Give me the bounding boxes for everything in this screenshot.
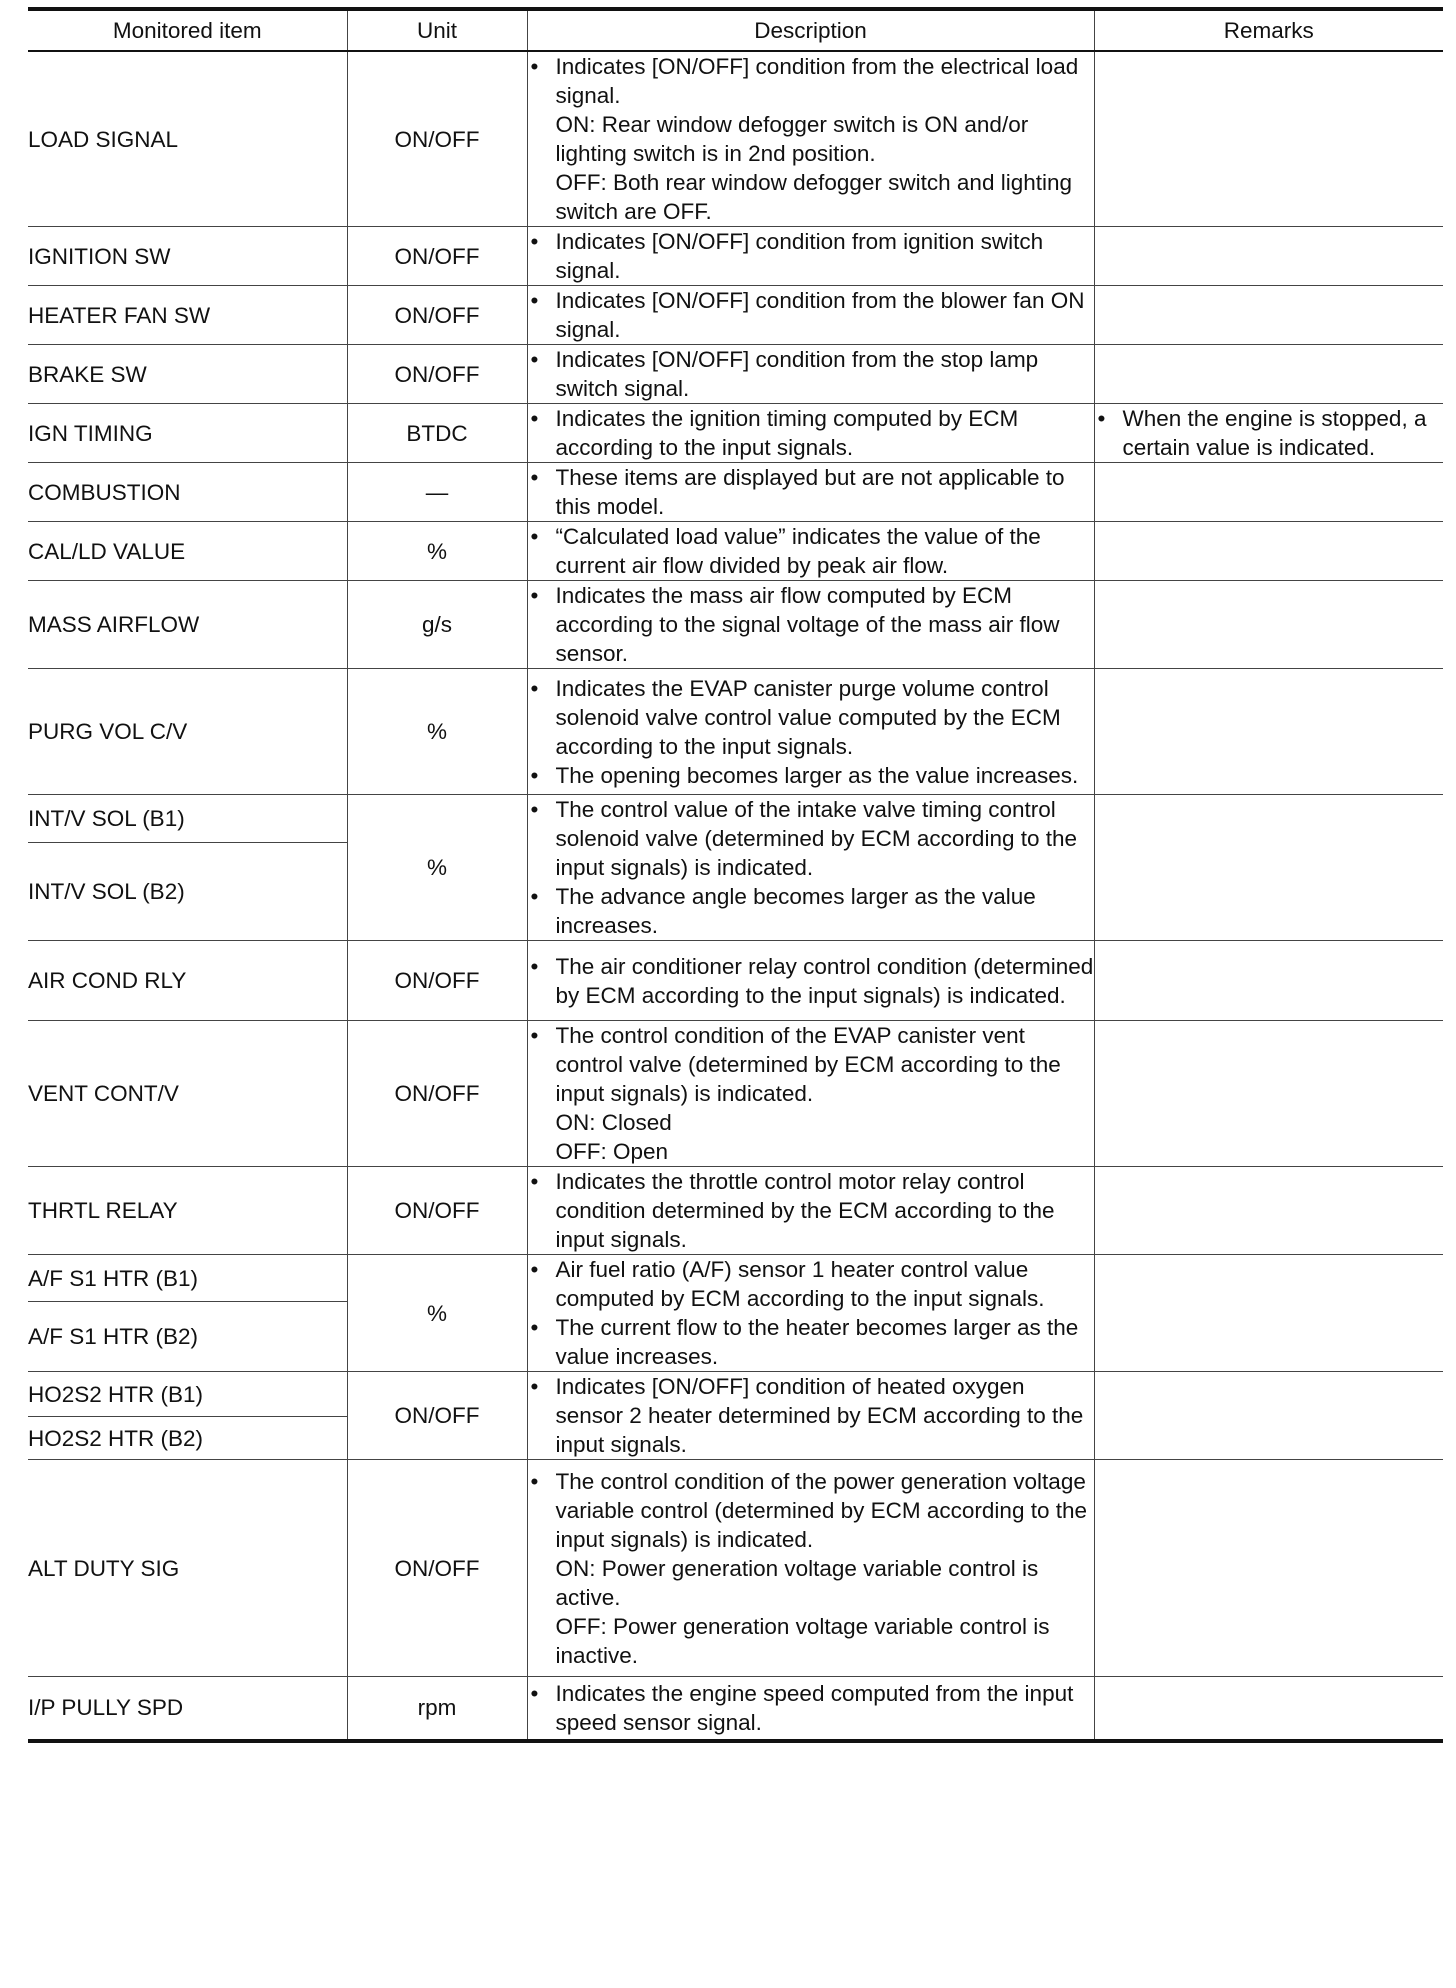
description-bullet: • Indicates [ON/OFF] condition from ignition switch signal. <box>528 227 1094 285</box>
remarks-cell <box>1094 1255 1443 1372</box>
remarks-cell <box>1094 1372 1443 1460</box>
monitored-item: THRTL RELAY <box>28 1167 347 1255</box>
remarks-cell <box>1094 227 1443 286</box>
table-row <box>28 286 1443 345</box>
header-monitored-item: Monitored item <box>28 9 347 51</box>
description-cell <box>527 286 1094 345</box>
monitored-item: A/F S1 HTR (B1) <box>28 1255 347 1302</box>
table-row <box>28 1677 1443 1741</box>
description-cell <box>527 1021 1094 1167</box>
description-cell <box>527 1460 1094 1677</box>
unit-cell: g/s <box>347 581 527 669</box>
monitored-item: BRAKE SW <box>28 345 347 404</box>
unit-cell: ON/OFF <box>347 1372 527 1460</box>
monitored-item: INT/V SOL (B2) <box>28 843 347 941</box>
unit-cell: rpm <box>347 1677 527 1741</box>
description-bullet: • The control condition of the EVAP canister vent control valve (determined by ECM according to the input signals) is indicated. ON: Closed OFF: Open <box>528 1021 1094 1166</box>
monitored-item: VENT CONT/V <box>28 1021 347 1167</box>
table-row <box>28 227 1443 286</box>
description-bullet: • Indicates the engine speed computed from the input speed sensor signal. <box>528 1679 1094 1737</box>
monitored-item: HEATER FAN SW <box>28 286 347 345</box>
description-bullet: • Indicates [ON/OFF] condition from the electrical load signal. ON: Rear window defogger switch is ON and/or lighting switch is in 2nd position. OFF: Both rear window defogger switch and lighting switch are OFF. <box>528 52 1094 226</box>
table-row <box>28 1255 1443 1302</box>
monitored-item: IGNITION SW <box>28 227 347 286</box>
description-bullet: • The advance angle becomes larger as the value increases. <box>528 882 1094 940</box>
description-bullet: • Indicates the throttle control motor relay control condition determined by the ECM according to the input signals. <box>528 1167 1094 1254</box>
remarks-cell <box>1094 404 1443 463</box>
remarks-bullet: • When the engine is stopped, a certain value is indicated. <box>1095 404 1444 462</box>
remarks-cell <box>1094 941 1443 1021</box>
monitored-item: PURG VOL C/V <box>28 669 347 795</box>
unit-cell: % <box>347 795 527 941</box>
description-cell <box>527 795 1094 941</box>
unit-cell: ON/OFF <box>347 286 527 345</box>
table-row <box>28 1021 1443 1167</box>
monitored-item: IGN TIMING <box>28 404 347 463</box>
remarks-cell <box>1094 581 1443 669</box>
unit-cell: ON/OFF <box>347 1167 527 1255</box>
description-bullet: • The air conditioner relay control condition (determined by ECM according to the input signals) is indicated. <box>528 952 1094 1010</box>
table-row <box>28 941 1443 1021</box>
table-row <box>28 669 1443 795</box>
monitored-item: HO2S2 HTR (B2) <box>28 1417 347 1460</box>
description-cell <box>527 1677 1094 1741</box>
monitored-item: I/P PULLY SPD <box>28 1677 347 1741</box>
remarks-cell <box>1094 795 1443 941</box>
description-cell <box>527 51 1094 227</box>
table-row <box>28 581 1443 669</box>
description-cell <box>527 1167 1094 1255</box>
table-row <box>28 404 1443 463</box>
description-bullet: • “Calculated load value” indicates the value of the current air flow divided by peak air flow. <box>528 522 1094 580</box>
description-bullet: • The control condition of the power generation voltage variable control (determined by ECM according to the input signals) is indicated. ON: Power generation voltage variable control is active. OFF: Power generation voltage variable control is inactive. <box>528 1467 1094 1670</box>
remarks-cell <box>1094 1167 1443 1255</box>
description-bullet: • Indicates [ON/OFF] condition from the stop lamp switch signal. <box>528 345 1094 403</box>
header-description: Description <box>527 9 1094 51</box>
unit-cell: ON/OFF <box>347 941 527 1021</box>
remarks-cell <box>1094 669 1443 795</box>
remarks-cell <box>1094 522 1443 581</box>
remarks-cell <box>1094 1021 1443 1167</box>
monitored-item: MASS AIRFLOW <box>28 581 347 669</box>
monitored-item: CAL/LD VALUE <box>28 522 347 581</box>
description-cell <box>527 463 1094 522</box>
description-cell <box>527 1255 1094 1372</box>
description-bullet: • Air fuel ratio (A/F) sensor 1 heater control value computed by ECM according to the input signals. <box>528 1255 1094 1313</box>
monitored-item: A/F S1 HTR (B2) <box>28 1302 347 1372</box>
header-unit: Unit <box>347 9 527 51</box>
unit-cell: ON/OFF <box>347 227 527 286</box>
description-cell <box>527 227 1094 286</box>
remarks-cell <box>1094 1460 1443 1677</box>
description-bullet: • The opening becomes larger as the value increases. <box>528 761 1094 790</box>
table-row <box>28 1372 1443 1417</box>
monitored-item: AIR COND RLY <box>28 941 347 1021</box>
unit-cell: % <box>347 522 527 581</box>
unit-cell: ON/OFF <box>347 1460 527 1677</box>
description-cell <box>527 522 1094 581</box>
table-row <box>28 522 1443 581</box>
remarks-cell <box>1094 1677 1443 1741</box>
table-row <box>28 345 1443 404</box>
description-cell <box>527 345 1094 404</box>
remarks-cell <box>1094 463 1443 522</box>
description-bullet: • The control value of the intake valve timing control solenoid valve (determined by ECM according to the input signals) is indicated. <box>528 795 1094 882</box>
description-cell <box>527 404 1094 463</box>
monitored-item: LOAD SIGNAL <box>28 51 347 227</box>
header-remarks: Remarks <box>1094 9 1443 51</box>
description-bullet: • The current flow to the heater becomes larger as the value increases. <box>528 1313 1094 1371</box>
monitored-item: INT/V SOL (B1) <box>28 795 347 843</box>
description-cell <box>527 1372 1094 1460</box>
remarks-cell <box>1094 286 1443 345</box>
table-row <box>28 1167 1443 1255</box>
monitor-items-table <box>28 7 1443 1743</box>
unit-cell: — <box>347 463 527 522</box>
description-bullet: • Indicates [ON/OFF] condition of heated oxygen sensor 2 heater determined by ECM according to the input signals. <box>528 1372 1094 1459</box>
table-row <box>28 795 1443 843</box>
monitored-item: HO2S2 HTR (B1) <box>28 1372 347 1417</box>
remarks-cell <box>1094 345 1443 404</box>
description-bullet: • Indicates the EVAP canister purge volume control solenoid valve control value computed by the ECM according to the input signals. <box>528 674 1094 761</box>
unit-cell: BTDC <box>347 404 527 463</box>
header-row <box>28 9 1443 51</box>
unit-cell: % <box>347 1255 527 1372</box>
monitored-item: ALT DUTY SIG <box>28 1460 347 1677</box>
monitored-item: COMBUSTION <box>28 463 347 522</box>
description-bullet: • Indicates the mass air flow computed by ECM according to the signal voltage of the mass air flow sensor. <box>528 581 1094 668</box>
unit-cell: % <box>347 669 527 795</box>
description-bullet: • Indicates [ON/OFF] condition from the blower fan ON signal. <box>528 286 1094 344</box>
description-bullet: • These items are displayed but are not applicable to this model. <box>528 463 1094 521</box>
remarks-cell <box>1094 51 1443 227</box>
description-cell <box>527 941 1094 1021</box>
unit-cell: ON/OFF <box>347 51 527 227</box>
unit-cell: ON/OFF <box>347 1021 527 1167</box>
description-bullet: • Indicates the ignition timing computed by ECM according to the input signals. <box>528 404 1094 462</box>
unit-cell: ON/OFF <box>347 345 527 404</box>
description-cell <box>527 581 1094 669</box>
description-cell <box>527 669 1094 795</box>
table-row <box>28 1460 1443 1677</box>
table-row <box>28 51 1443 227</box>
table-row <box>28 463 1443 522</box>
